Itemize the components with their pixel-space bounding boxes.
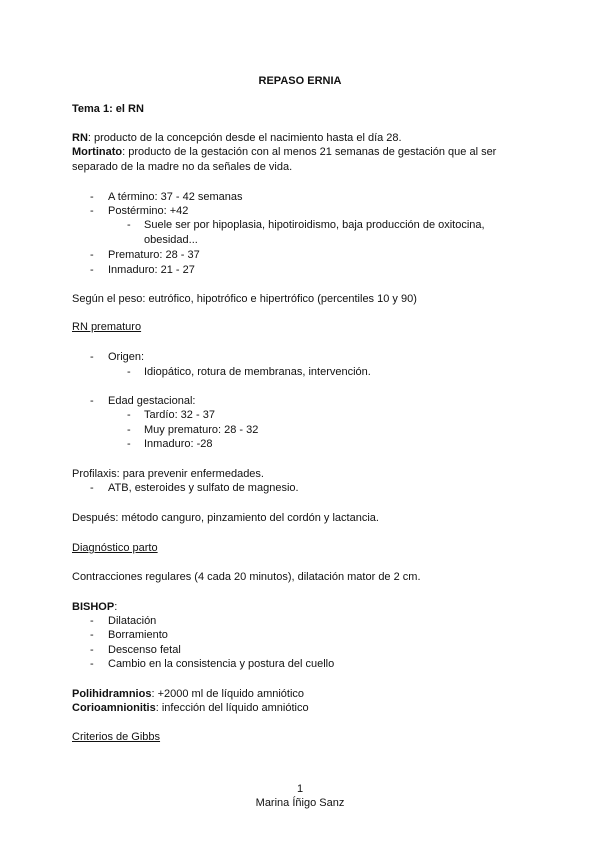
list-item-prematuro: Prematuro: 28 - 37 <box>108 249 200 261</box>
bullet-dash: - <box>90 615 94 627</box>
footer-author: Marina Íñigo Sanz <box>255 797 345 809</box>
document-title: REPASO ERNIA <box>258 75 342 87</box>
bullet-dash: - <box>90 644 94 656</box>
list-subitem-tardio: Tardío: 32 - 37 <box>144 409 215 421</box>
list-subitem-postermino: Suele ser por hipoplasia, hipotiroidismo, baja producción de oxitocina, <box>144 219 485 231</box>
definition-corioamnionitis <box>72 701 309 715</box>
definition-rn-text: : producto de la concepción desde el nacimiento hasta el día 28. <box>87 132 402 144</box>
bishop-colon: : <box>114 601 118 613</box>
list-subitem-postermino-continued: obesidad... <box>144 234 198 246</box>
definition-mortinato-text: : producto de la gestación con al menos 21 semanas de gestación que al ser <box>122 146 497 158</box>
list-subitem-inmaduro: Inmaduro: -28 <box>144 438 213 450</box>
bullet-dash: - <box>90 191 94 203</box>
heading-bishop <box>72 600 117 614</box>
bullet-dash: - <box>90 629 94 641</box>
term-polihidramnios: Polihidramnios <box>72 688 152 700</box>
term-mortinato: Mortinato <box>72 146 123 158</box>
definition-polihidramnios <box>72 687 304 701</box>
list-item-descenso-fetal: Descenso fetal <box>108 644 181 656</box>
bullet-dash: - <box>127 424 131 436</box>
term-bishop: BISHOP <box>72 601 115 613</box>
list-item-borramiento: Borramiento <box>108 629 168 641</box>
despues-paragraph: Después: método canguro, pinzamiento del cordón y lactancia. <box>72 512 379 524</box>
bullet-dash: - <box>90 395 94 407</box>
definition-mortinato <box>72 145 496 159</box>
list-item-edad-gestacional: Edad gestacional: <box>108 395 196 407</box>
section-title-tema: Tema 1: el RN <box>72 103 144 115</box>
list-subitem-muy-prematuro: Muy prematuro: 28 - 32 <box>144 424 259 436</box>
page-number: 1 <box>296 783 304 795</box>
heading-criterios-gibbs: Criterios de Gibbs <box>72 731 161 743</box>
list-item-origen: Origen: <box>108 351 145 363</box>
bullet-dash: - <box>127 366 131 378</box>
diagnostico-paragraph: Contracciones regulares (4 cada 20 minutos), dilatación mator de 2 cm. <box>72 571 421 583</box>
bullet-dash: - <box>127 409 131 421</box>
list-item-a-termino: A término: 37 - 42 semanas <box>108 191 243 203</box>
bullet-dash: - <box>127 219 131 231</box>
bullet-dash: - <box>90 351 94 363</box>
definition-polihidramnios-text: : +2000 ml de líquido amniótico <box>151 688 305 700</box>
peso-paragraph: Según el peso: eutrófico, hipotrófico e hipertrófico (percentiles 10 y 90) <box>72 293 417 305</box>
list-item-cambio-consistencia: Cambio en la consistencia y postura del cuello <box>108 658 335 670</box>
heading-diagnostico-parto: Diagnóstico parto <box>72 542 158 554</box>
term-corioamnionitis: Corioamnionitis <box>72 702 156 714</box>
profilaxis-paragraph: Profilaxis: para prevenir enfermedades. <box>72 468 264 480</box>
list-item-postermino: Postérmino: +42 <box>108 205 189 217</box>
list-item-inmaduro: Inmaduro: 21 - 27 <box>108 264 195 276</box>
definition-mortinato-continued: separado de la madre no da señales de vida. <box>72 161 293 173</box>
list-subitem-origen: Idiopático, rotura de membranas, intervención. <box>144 366 371 378</box>
list-item-profilaxis: ATB, esteroides y sulfato de magnesio. <box>108 482 299 494</box>
bullet-dash: - <box>127 438 131 450</box>
bullet-dash: - <box>90 482 94 494</box>
bullet-dash: - <box>90 249 94 261</box>
definition-rn <box>72 131 402 145</box>
list-item-dilatacion: Dilatación <box>108 615 157 627</box>
bullet-dash: - <box>90 264 94 276</box>
term-rn: RN <box>72 132 88 144</box>
bullet-dash: - <box>90 205 94 217</box>
definition-corioamnionitis-text: : infección del líquido amniótico <box>155 702 309 714</box>
bullet-dash: - <box>90 658 94 670</box>
heading-rn-prematuro: RN prematuro <box>72 321 142 333</box>
